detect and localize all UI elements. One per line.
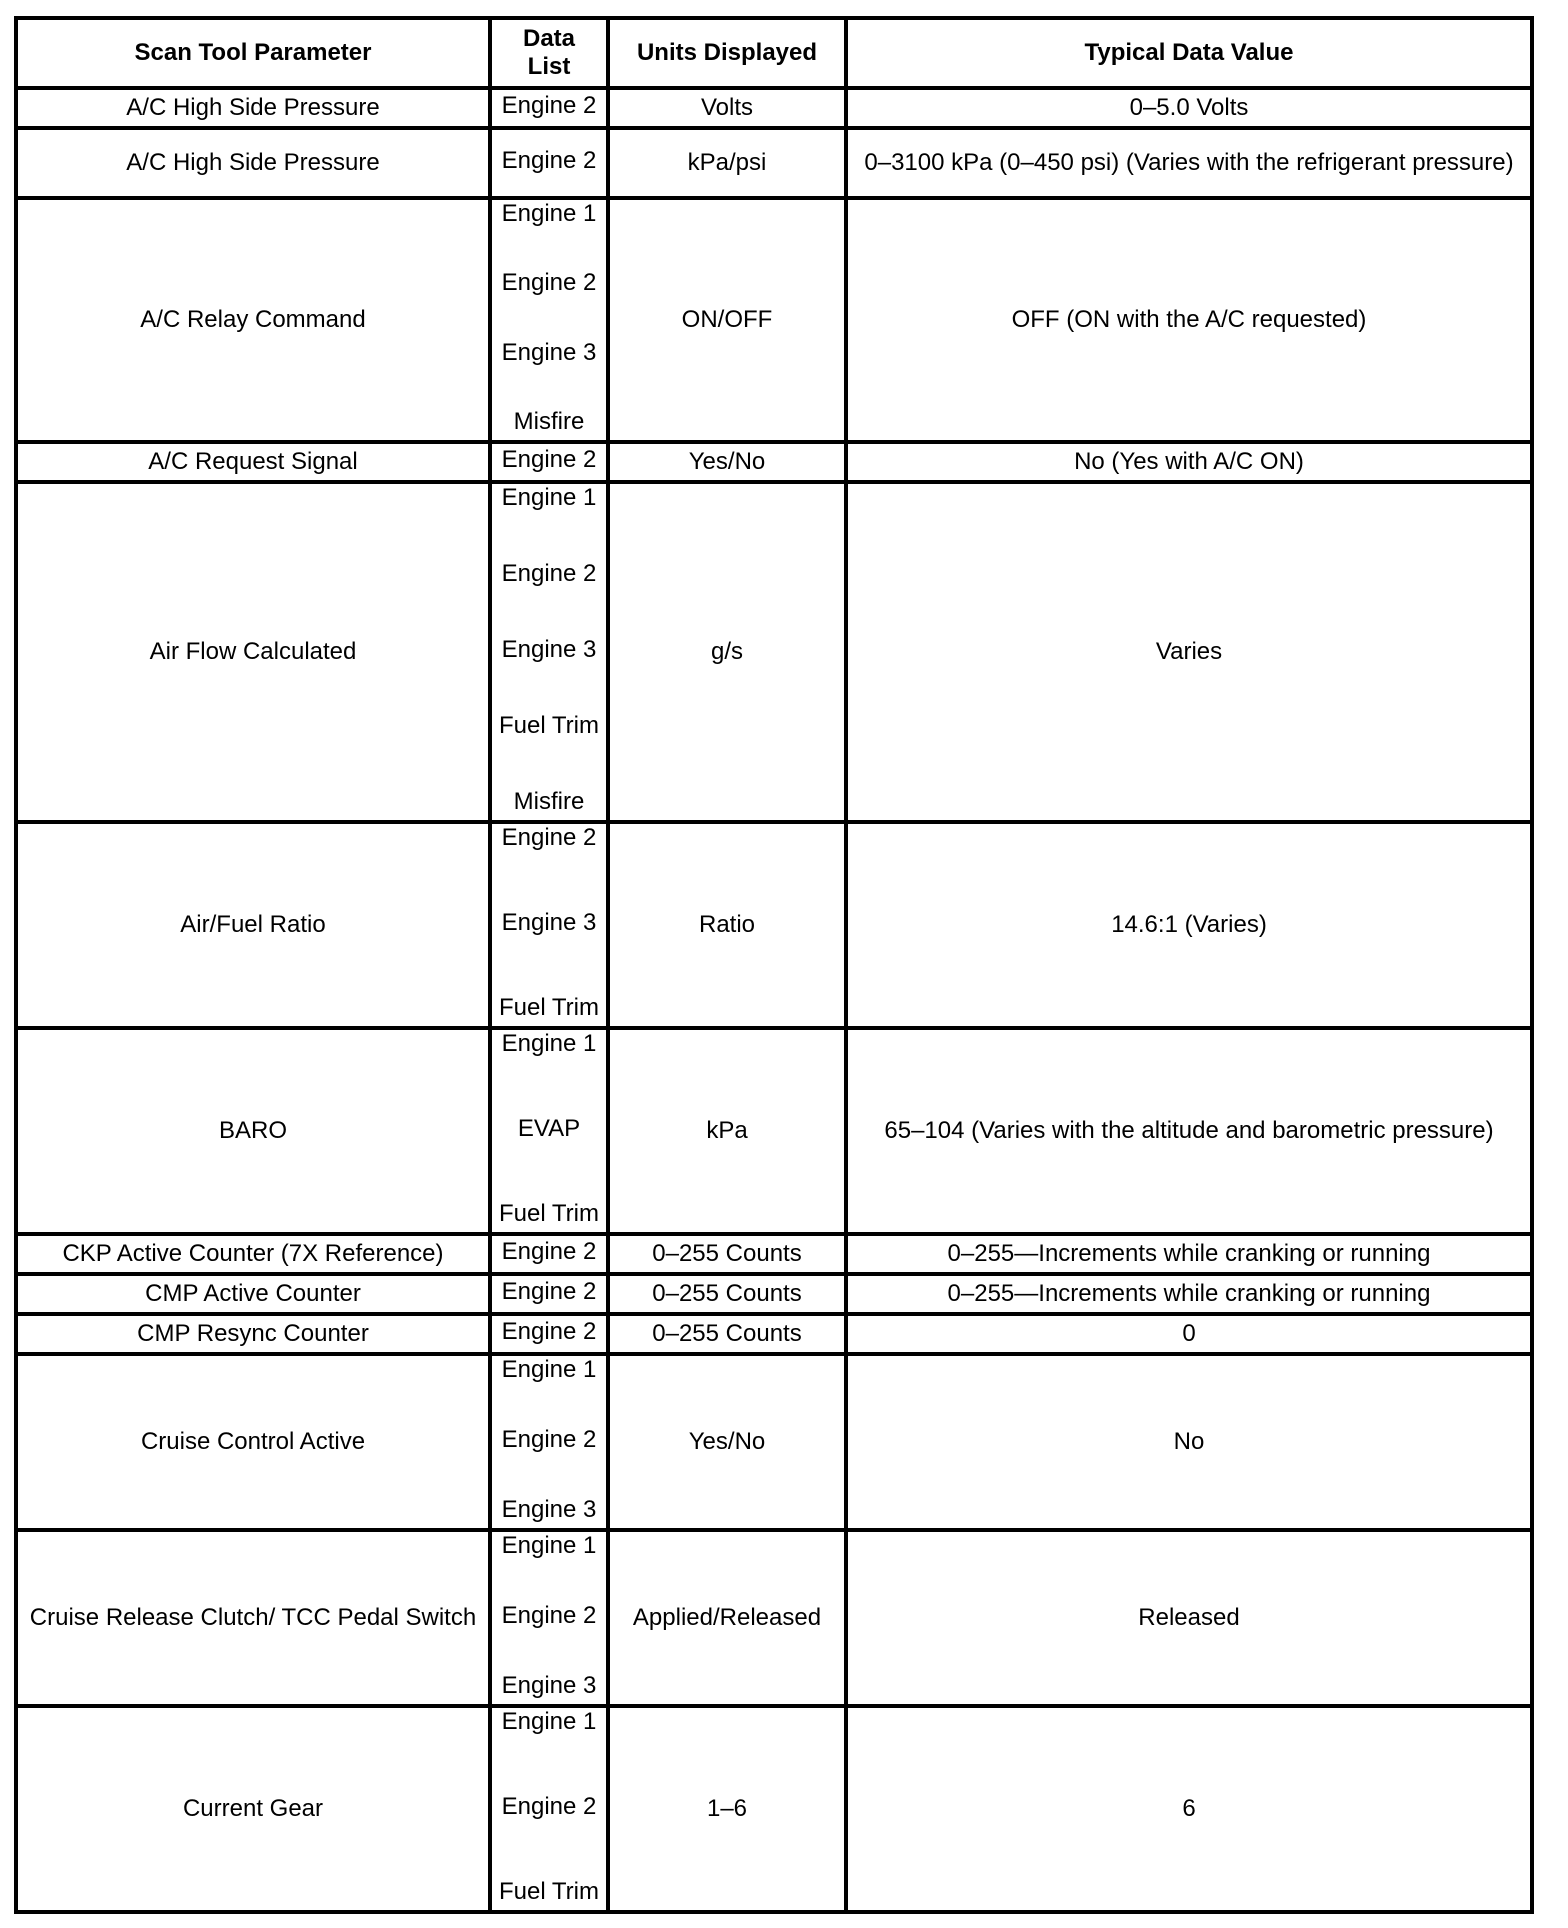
cell-parameter: CMP Resync Counter xyxy=(16,1314,490,1354)
cell-data-list xyxy=(490,1530,608,1706)
table-row xyxy=(16,822,1532,1028)
data-list-stack xyxy=(494,1236,604,1268)
data-list-item: Engine 2 xyxy=(501,269,597,297)
data-list-item: Engine 2 xyxy=(501,92,597,119)
data-list-item: Engine 2 xyxy=(501,1602,597,1629)
cell-units: kPa xyxy=(608,1028,846,1234)
header-data-list-line1: Data xyxy=(522,25,576,52)
header-scan-tool-parameter: Scan Tool Parameter xyxy=(16,18,490,88)
data-list-stack xyxy=(494,1532,604,1700)
cell-parameter: Cruise Control Active xyxy=(16,1354,490,1530)
cell-units: 0–255 Counts xyxy=(608,1314,846,1354)
data-list-stack xyxy=(494,130,604,192)
cell-typical-value: 65–104 (Varies with the altitude and barometric pressure) xyxy=(846,1028,1532,1234)
scan-tool-data-table xyxy=(14,16,1534,1914)
header-typical-data-value: Typical Data Value xyxy=(846,18,1532,88)
data-list-item: Fuel Trim xyxy=(498,994,599,1021)
cell-data-list xyxy=(490,88,608,128)
data-list-stack xyxy=(494,1030,604,1228)
data-list-stack xyxy=(494,200,604,436)
cell-units: 1–6 xyxy=(608,1706,846,1912)
data-list-item: Engine 2 xyxy=(501,824,597,851)
cell-data-list xyxy=(490,1354,608,1530)
cell-typical-value: 0–255—Increments while cranking or running xyxy=(846,1274,1532,1314)
table-row xyxy=(16,442,1532,482)
cell-units: Applied/Released xyxy=(608,1530,846,1706)
cell-typical-value: 0 xyxy=(846,1314,1532,1354)
cell-typical-value: OFF (ON with the A/C requested) xyxy=(846,198,1532,442)
data-list-stack xyxy=(494,1708,604,1906)
table-row xyxy=(16,128,1532,198)
cell-units: g/s xyxy=(608,482,846,822)
cell-typical-value: No xyxy=(846,1354,1532,1530)
data-list-item: Engine 1 xyxy=(501,1532,597,1559)
cell-typical-value: Varies xyxy=(846,482,1532,822)
table-row xyxy=(16,1028,1532,1234)
data-list-item: Engine 2 xyxy=(501,1278,597,1305)
cell-parameter: A/C High Side Pressure xyxy=(16,88,490,128)
cell-units: Volts xyxy=(608,88,846,128)
header-data-list-line2: List xyxy=(527,53,571,80)
cell-parameter: BARO xyxy=(16,1028,490,1234)
table-row xyxy=(16,482,1532,822)
cell-units: kPa/psi xyxy=(608,128,846,198)
cell-units: Yes/No xyxy=(608,1354,846,1530)
cell-data-list xyxy=(490,822,608,1028)
cell-data-list xyxy=(490,1314,608,1354)
header-units-displayed: Units Displayed xyxy=(608,18,846,88)
data-list-item: EVAP xyxy=(517,1115,581,1142)
data-list-stack xyxy=(494,824,604,1022)
data-list-item: Engine 2 xyxy=(501,560,597,587)
data-list-item: Engine 1 xyxy=(501,1356,597,1383)
data-list-stack xyxy=(494,484,604,816)
table-row xyxy=(16,1274,1532,1314)
data-list-item: Engine 2 xyxy=(501,147,597,174)
data-list-item: Engine 3 xyxy=(501,909,597,936)
header-row xyxy=(16,18,1532,88)
cell-units: Yes/No xyxy=(608,442,846,482)
data-list-item: Engine 3 xyxy=(501,636,597,663)
header-data-list xyxy=(490,18,608,88)
data-list-item: Misfire xyxy=(513,788,585,815)
cell-typical-value: Released xyxy=(846,1530,1532,1706)
cell-parameter: CMP Active Counter xyxy=(16,1274,490,1314)
cell-data-list xyxy=(490,1706,608,1912)
table-row xyxy=(16,1234,1532,1274)
cell-typical-value: 0–255—Increments while cranking or running xyxy=(846,1234,1532,1274)
cell-data-list xyxy=(490,442,608,482)
cell-units: 0–255 Counts xyxy=(608,1274,846,1314)
data-list-stack xyxy=(494,1316,604,1348)
cell-data-list xyxy=(490,1028,608,1234)
table-row xyxy=(16,1530,1532,1706)
cell-typical-value: 14.6:1 (Varies) xyxy=(846,822,1532,1028)
cell-parameter: A/C High Side Pressure xyxy=(16,128,490,198)
cell-data-list xyxy=(490,1274,608,1314)
cell-parameter: A/C Relay Command xyxy=(16,198,490,442)
table-body xyxy=(16,88,1532,1912)
data-list-item: Engine 3 xyxy=(501,1672,597,1699)
cell-typical-value: 0–5.0 Volts xyxy=(846,88,1532,128)
data-list-item: Fuel Trim xyxy=(498,712,599,739)
data-list-item: Engine 2 xyxy=(501,1426,597,1453)
data-list-item: Engine 1 xyxy=(501,200,597,227)
data-list-item: Engine 1 xyxy=(501,1030,597,1057)
cell-parameter: Cruise Release Clutch/ TCC Pedal Switch xyxy=(16,1530,490,1706)
cell-parameter: Current Gear xyxy=(16,1706,490,1912)
data-list-stack xyxy=(494,1356,604,1524)
data-list-item: Engine 2 xyxy=(501,446,597,473)
cell-parameter: A/C Request Signal xyxy=(16,442,490,482)
cell-data-list xyxy=(490,482,608,822)
table-row xyxy=(16,88,1532,128)
table-row xyxy=(16,1706,1532,1912)
cell-units: 0–255 Counts xyxy=(608,1234,846,1274)
cell-typical-value: 6 xyxy=(846,1706,1532,1912)
cell-parameter: Air/Fuel Ratio xyxy=(16,822,490,1028)
data-list-item: Engine 2 xyxy=(501,1318,597,1345)
cell-parameter: Air Flow Calculated xyxy=(16,482,490,822)
cell-units: Ratio xyxy=(608,822,846,1028)
cell-typical-value: 0–3100 kPa (0–450 psi) (Varies with the refrigerant pressure) xyxy=(846,128,1532,198)
data-list-item: Engine 3 xyxy=(501,1496,597,1523)
cell-data-list xyxy=(490,198,608,442)
table-row xyxy=(16,198,1532,442)
data-list-item: Engine 1 xyxy=(501,1708,597,1735)
data-list-item: Engine 2 xyxy=(501,1793,597,1820)
data-list-item: Fuel Trim xyxy=(498,1200,599,1227)
table-row xyxy=(16,1354,1532,1530)
data-list-stack xyxy=(494,444,604,476)
cell-data-list xyxy=(490,128,608,198)
data-list-item: Fuel Trim xyxy=(498,1878,599,1905)
data-list-item: Engine 2 xyxy=(501,1238,597,1265)
data-list-stack xyxy=(494,90,604,122)
data-list-item: Engine 1 xyxy=(501,484,597,511)
table-row xyxy=(16,1314,1532,1354)
data-list-item: Engine 3 xyxy=(501,338,597,366)
cell-data-list xyxy=(490,1234,608,1274)
cell-parameter: CKP Active Counter (7X Reference) xyxy=(16,1234,490,1274)
data-list-stack xyxy=(494,1276,604,1308)
data-list-item: Misfire xyxy=(513,407,585,435)
cell-typical-value: No (Yes with A/C ON) xyxy=(846,442,1532,482)
cell-units: ON/OFF xyxy=(608,198,846,442)
